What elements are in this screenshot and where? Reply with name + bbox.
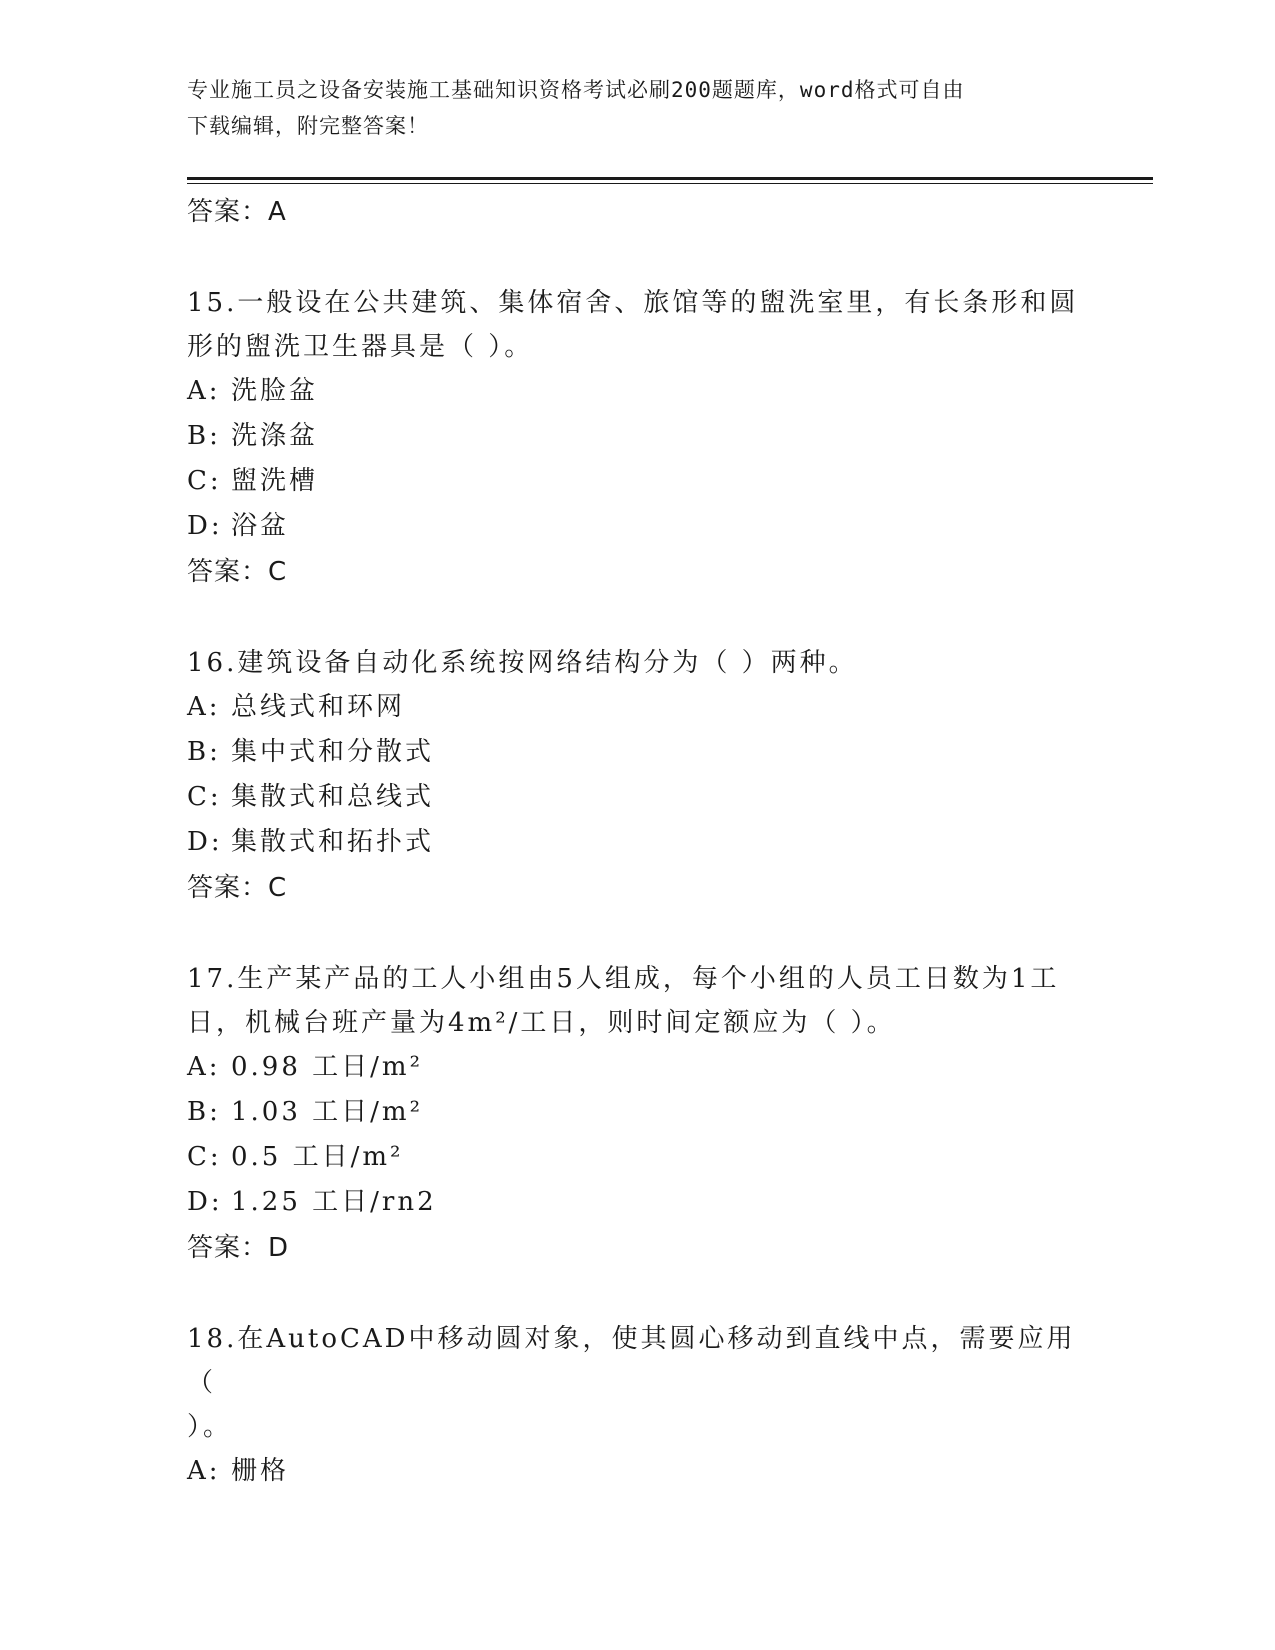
header-rule-thick <box>187 177 1153 180</box>
question-16 <box>187 641 1087 911</box>
option-b <box>187 730 1087 775</box>
question-stem: 16.建筑设备自动化系统按网络结构分为（ ）两种。 <box>187 648 858 678</box>
option-c <box>187 775 1087 820</box>
option-text: 栅格 <box>231 1456 290 1486</box>
option-label: A: <box>187 1456 221 1486</box>
option-label: A: <box>187 1052 221 1082</box>
option-text: 盥洗槽 <box>231 466 319 496</box>
option-b <box>187 1090 1087 1135</box>
option-d <box>187 504 1087 549</box>
option-label: D: <box>187 827 223 857</box>
question-stem: 15.一般设在公共建筑、集体宿舍、旅馆等的盥洗室里，有长条形和圆 <box>187 288 1079 318</box>
option-label: D: <box>187 1187 223 1217</box>
option-label: C: <box>187 466 222 496</box>
option-text: 1.03 工日/m² <box>231 1097 423 1127</box>
option-c <box>187 1135 1087 1180</box>
option-a <box>187 685 1087 730</box>
option-label: D: <box>187 511 223 541</box>
option-a <box>187 1045 1087 1090</box>
option-a <box>187 1449 1087 1494</box>
option-c <box>187 459 1087 504</box>
question-stem: 形的盥洗卫生器具是（ ）。 <box>187 332 534 362</box>
option-text: 集散式和拓扑式 <box>231 827 435 857</box>
option-text: 洗涤盆 <box>231 421 319 451</box>
answer: 答案：D <box>187 1233 290 1263</box>
option-label: A: <box>187 376 221 406</box>
question-17 <box>187 957 1087 1271</box>
option-label: B: <box>187 737 221 767</box>
option-label: A: <box>187 692 221 722</box>
option-label: C: <box>187 1142 222 1172</box>
header-line-1: 专业施工员之设备安装施工基础知识资格考试必刷200题题库，word格式可自由 <box>187 78 965 102</box>
option-label: C: <box>187 782 222 812</box>
option-text: 浴盆 <box>231 511 290 541</box>
option-text: 1.25 工日/rn2 <box>231 1187 437 1217</box>
question-stem: 17.生产某产品的工人小组由5人组成，每个小组的人员工日数为1工 <box>187 964 1060 994</box>
option-text: 0.98 工日/m² <box>231 1052 423 1082</box>
question-stem: ）。 <box>187 1412 233 1442</box>
option-text: 洗脸盆 <box>231 376 319 406</box>
document-header <box>187 72 1077 144</box>
option-label: B: <box>187 1097 221 1127</box>
question-18 <box>187 1317 1087 1494</box>
header-line-2: 下载编辑，附完整答案！ <box>187 114 429 138</box>
answer: 答案：C <box>187 873 288 903</box>
option-d <box>187 820 1087 865</box>
option-text: 0.5 工日/m² <box>231 1142 404 1172</box>
previous-answer: 答案：A <box>187 197 287 227</box>
option-text: 集散式和总线式 <box>231 782 435 812</box>
question-stem: 18.在AutoCAD中移动圆对象，使其圆心移动到直线中点，需要应用（ <box>187 1324 1076 1398</box>
header-rule-thin <box>187 183 1153 184</box>
option-a <box>187 369 1087 414</box>
question-15 <box>187 281 1087 595</box>
option-d <box>187 1180 1087 1225</box>
option-label: B: <box>187 421 221 451</box>
option-text: 总线式和环网 <box>231 692 406 722</box>
option-text: 集中式和分散式 <box>231 737 435 767</box>
option-b <box>187 414 1087 459</box>
question-stem: 日，机械台班产量为4m²/工日，则时间定额应为（ ）。 <box>187 1008 896 1038</box>
answer: 答案：C <box>187 557 288 587</box>
question-list <box>187 189 1087 1494</box>
